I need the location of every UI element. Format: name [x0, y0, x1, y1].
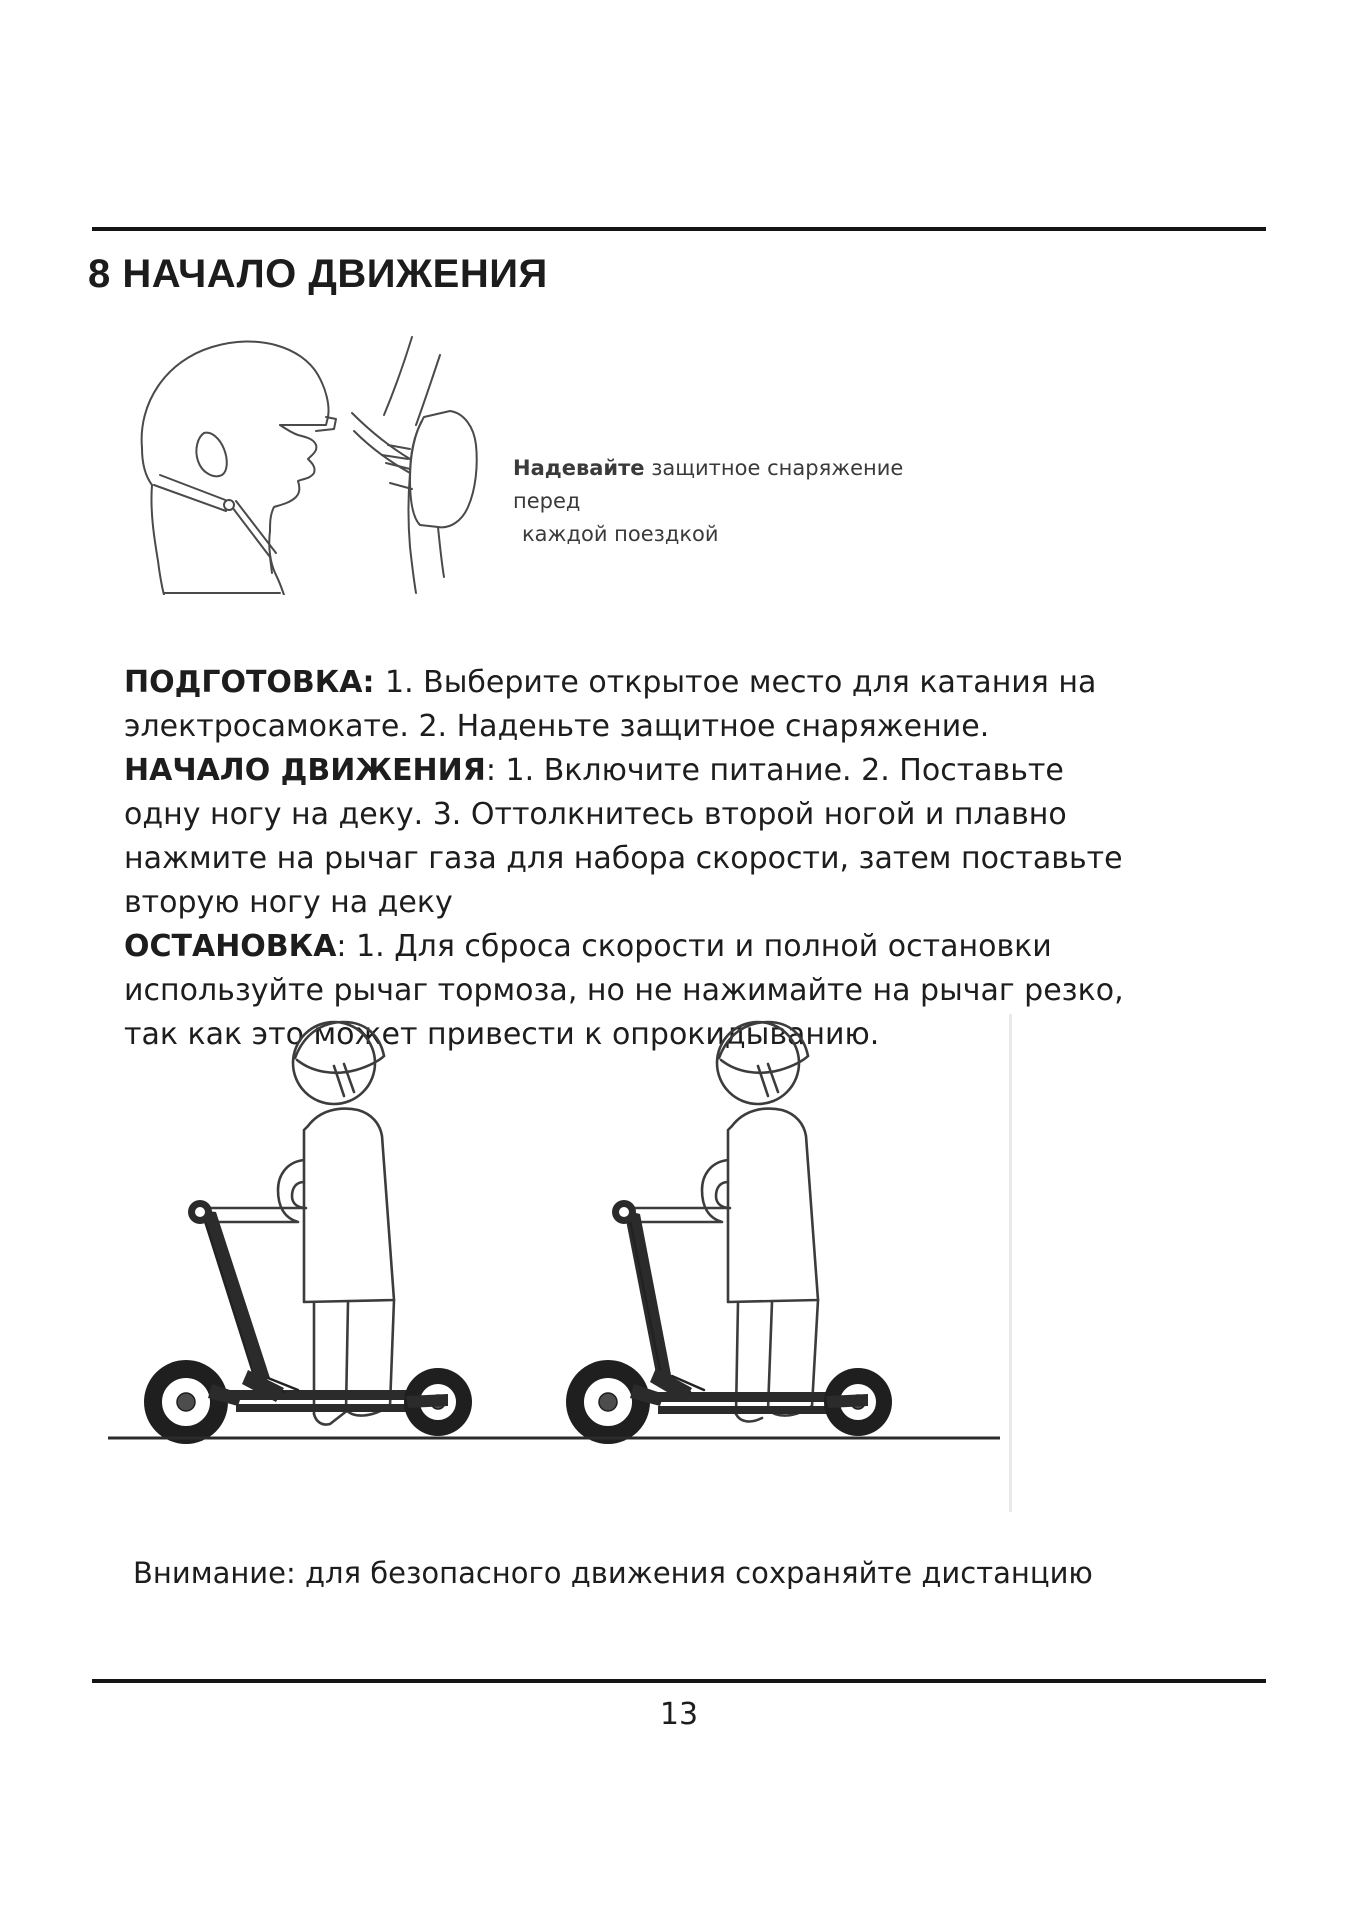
ride-caption: Внимание: для безопасного движения сохраняйте дистанцию: [133, 1556, 1093, 1590]
instruction-heading: ОСТАНОВКА: [124, 929, 337, 964]
instruction-paragraph: [124, 749, 1124, 925]
instruction-text: 1. Выберите открытое место для катания на электросамокате. 2. Наденьте защитное снаряжение.: [124, 665, 1097, 744]
gear-caption-rest: защитное снаряжение перед: [513, 456, 904, 513]
instructions-block: [124, 661, 1124, 1057]
instruction-heading: ПОДГОТОВКА: [124, 665, 363, 700]
illustration-divider: [1009, 1014, 1012, 1512]
riders-illustration: [108, 1010, 1028, 1520]
page-number: 13: [659, 1697, 699, 1732]
elbow-pad-icon: [352, 337, 477, 593]
helmet-head-profile-icon: [142, 342, 336, 595]
rider-on-scooter-icon: [108, 1022, 568, 1444]
instruction-paragraph: [124, 661, 1124, 749]
instruction-text: 1. Для сброса скорости и полной остановки используйте рычаг тормоза, но не нажимайте на рычаг резко, так как это может привести к опрокидыванию.: [124, 929, 1124, 1052]
instruction-heading: НАЧАЛО ДВИЖЕНИЯ: [124, 753, 486, 788]
riders-illustration-svg: [108, 1010, 1028, 1520]
header-rule: [92, 227, 1266, 231]
page-title: 8 НАЧАЛО ДВИЖЕНИЯ: [88, 252, 548, 296]
gear-caption: [513, 452, 963, 551]
footer-rule: [92, 1679, 1266, 1683]
rider-on-scooter-icon: [536, 1022, 1000, 1444]
instruction-text: 1. Включите питание. 2. Поставьте одну ногу на деку. 3. Оттолкнитесь второй ногой и плавно нажмите на рычаг газа для набора скорости, затем поставьте вторую ногу на деку: [124, 753, 1123, 920]
instruction-separator: :: [485, 753, 506, 788]
gear-caption-bold: Надевайте: [513, 456, 645, 480]
gear-caption-line2: каждой поездкой: [522, 522, 719, 546]
gear-illustration-svg: [130, 325, 560, 595]
instruction-separator: :: [362, 665, 385, 700]
instruction-separator: :: [336, 929, 357, 964]
protective-gear-illustration: [130, 325, 560, 595]
